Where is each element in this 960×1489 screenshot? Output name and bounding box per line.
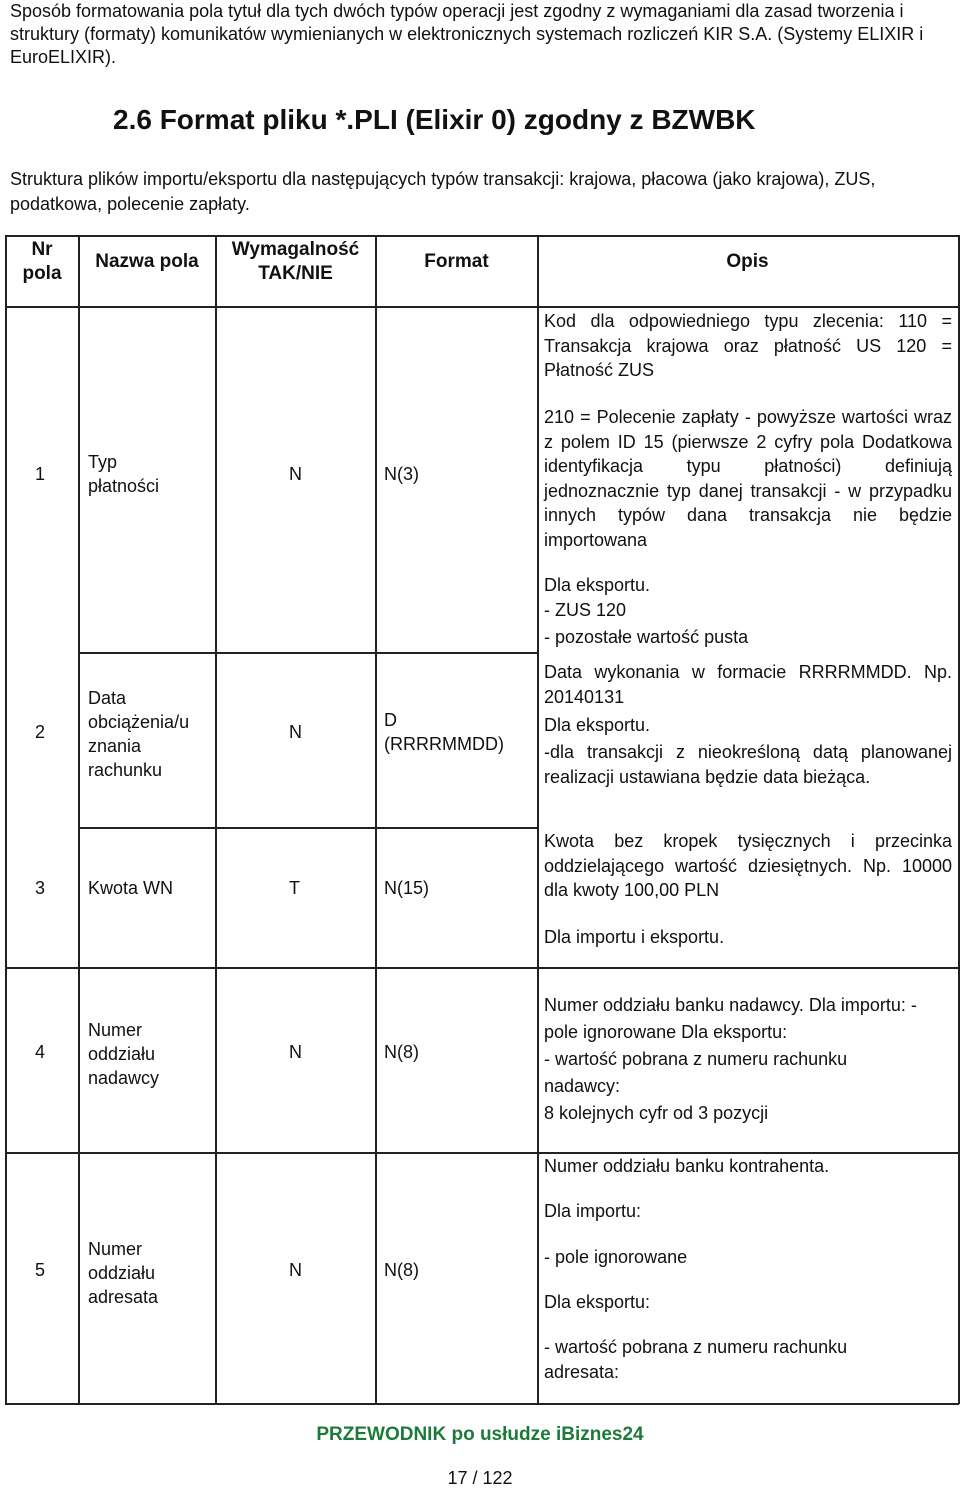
row-required: T [289,878,300,898]
row-required: N [289,464,302,484]
row-name: Numer oddziału nadawcy [88,1020,160,1088]
row-opis-4: Dla eksportu: [544,1292,651,1312]
row-name: Numer oddziału adresata [88,1239,159,1307]
row-format: N(8) [384,1260,419,1280]
row-opis-1: Kwota bez kropek tysięcznych i przecinka oddzielającego wartość dziesiętnych. Np. 10000 dla kwoty 100,00 PLN [544,831,952,900]
row-nr: 1 [35,464,46,484]
header-required: Wymagalność TAK/NIE [231,239,360,284]
row-opis-3: -dla transakcji z nieokreśloną datą planowanej realizacji ustawiana będzie data bieżąca. [544,742,952,787]
row-required: N [289,722,302,742]
row-opis-4: - ZUS 120 [544,600,627,620]
row-opis-1: Kod dla odpowiedniego typu zlecenia: 110 = Transakcja krajowa oraz płatność US 120 = Płatność ZUS [544,311,952,380]
row-opis-2: - wartość pobrana z numeru rachunku nadawcy: [544,1049,848,1096]
row-format: D (RRRRMMDD) [384,710,504,754]
row-name: Typ płatności [88,452,160,496]
row-required: N [289,1260,302,1280]
row-name: Data obciążenia/u znania rachunku [88,688,190,780]
row-format: N(8) [384,1042,419,1062]
footer-guide-title: PRZEWODNIK po usłudze iBiznes24 [316,1424,644,1445]
row-opis-1: Data wykonania w formacie RRRRMMDD. Np. 20140131 [544,662,952,707]
row-opis-1: Numer oddziału banku kontrahenta. [544,1156,830,1176]
row-nr: 4 [35,1042,46,1062]
section-heading: 2.6 Format pliku *.PLI (Elixir 0) zgodny z BZWBK [113,104,756,135]
row-opis-5: - wartość pobrana z numeru rachunku adresata: [544,1337,848,1382]
page-number: 17 / 122 [447,1468,513,1488]
section-description: Struktura plików importu/eksportu dla następujących typów transakcji: krajowa, płacowa (jako krajowa), ZUS, podatkowa, polecenie zapłaty. [10,169,876,214]
row-format: N(15) [384,878,430,898]
row-opis-3: - pole ignorowane [544,1247,688,1267]
header-name: Nazwa pola [95,251,199,272]
intro-paragraph: Sposób formatowania pola tytuł dla tych dwóch typów operacji jest zgodny z wymaganiami dla zasad tworzenia i struktury (formaty) komunikatów wymienianych w elektronicznych systemach rozliczeń KIR S.A. (Systemy ELIXIR i EuroELIXIR). [10,1,924,67]
row-opis-2: 210 = Polecenie zapłaty - powyższe wartości wraz z polem ID 15 (pierwsze 2 cyfry pola Dodatkowa identyfikacja typu płatności) definiują jednoznacznie typ danej transakcji - w przypadku innych typów dana transakcja nie będzie importowana [544,407,952,550]
row-opis-2: Dla eksportu. [544,715,651,735]
row-format: N(3) [384,464,419,484]
row-required: N [289,1042,302,1062]
row-opis-5: - pozostałe wartość pusta [544,627,749,647]
row-opis-2: Dla importu: [544,1201,642,1221]
row-opis-3: Dla eksportu. [544,575,651,595]
header-format: Format [424,251,489,272]
row-opis-2: Dla importu i eksportu. [544,927,725,947]
header-opis: Opis [726,251,769,272]
row-opis-1: Numer oddziału banku nadawcy. Dla importu: - pole ignorowane Dla eksportu: [544,995,917,1042]
row-nr: 2 [35,722,46,742]
row-name: Kwota WN [88,878,174,898]
row-nr: 5 [35,1260,46,1280]
header-nr: Nr pola [22,239,62,284]
row-nr: 3 [35,878,46,898]
row-opis-3: 8 kolejnych cyfr od 3 pozycji [544,1103,769,1123]
